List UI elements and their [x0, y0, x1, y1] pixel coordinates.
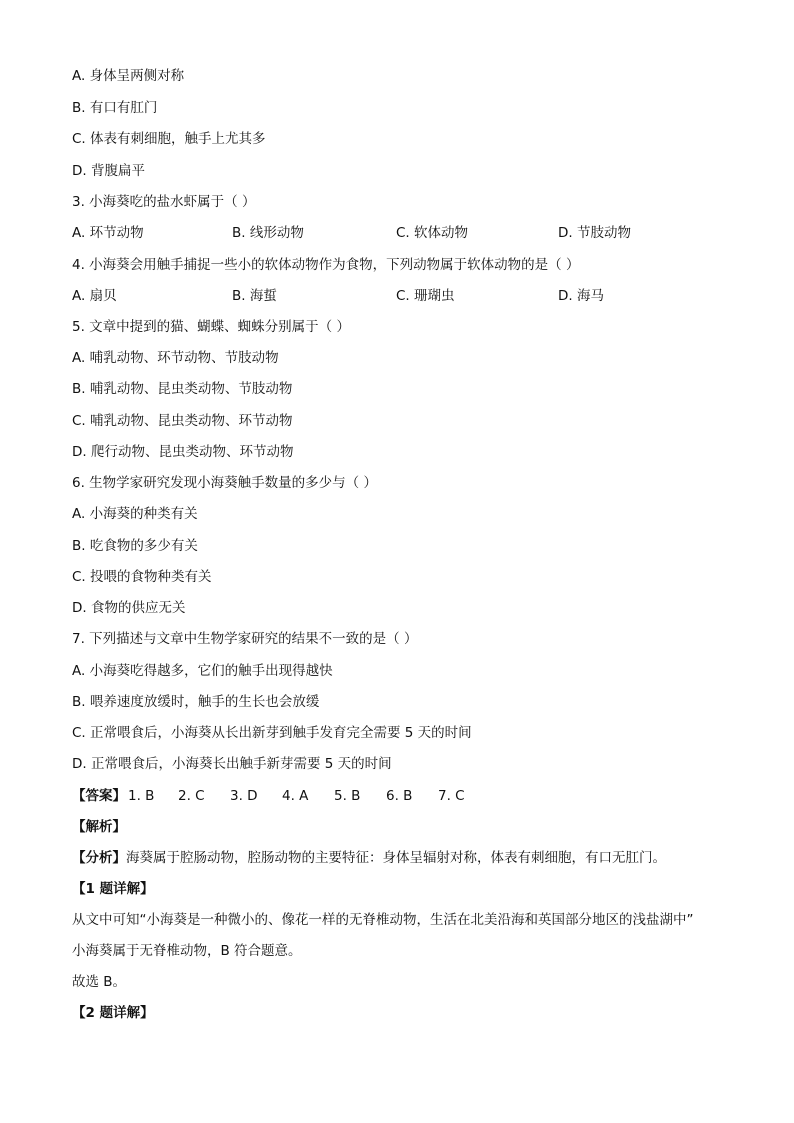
q3-stem: 3. 小海葵吃的盐水虾属于（ ） — [72, 194, 256, 210]
answer-item: 7. C — [438, 788, 465, 804]
q7-option-b: B. 喂养速度放缓时，触手的生长也会放缓 — [72, 694, 320, 710]
q7-stem: 7. 下列描述与文章中生物学家研究的结果不一致的是（ ） — [72, 631, 418, 647]
answer-item: 2. C — [178, 788, 205, 804]
q5-option-c: C. 哺乳动物、昆虫类动物、环节动物 — [72, 413, 293, 429]
q5-option-a: A. 哺乳动物、环节动物、节肢动物 — [72, 350, 279, 366]
q5-stem: 5. 文章中提到的猫、蝴蝶、蜘蛛分别属于（ ） — [72, 319, 350, 335]
answer-label: 【答案】 — [72, 788, 126, 804]
detail-2-title: 【2 题详解】 — [72, 1005, 154, 1021]
q7-option-d: D. 正常喂食后，小海葵长出触手新芽需要 5 天的时间 — [72, 756, 392, 772]
q6-option-a: A. 小海葵的种类有关 — [72, 506, 198, 522]
fenxi-text: 海葵属于腔肠动物，腔肠动物的主要特征：身体呈辐射对称，体表有刺细胞，有口无肛门。 — [126, 850, 666, 866]
q5-option-b: B. 哺乳动物、昆虫类动物、节肢动物 — [72, 381, 293, 397]
q6-option-c: C. 投喂的食物种类有关 — [72, 569, 212, 585]
q6-stem: 6. 生物学家研究发现小海葵触手数量的多少与（ ） — [72, 475, 377, 491]
q2-option-b: B. 有口有肛门 — [72, 100, 158, 116]
q3-option-a: A. 环节动物 — [72, 225, 144, 241]
detail-1-line-3: 故选 B。 — [72, 974, 127, 990]
q5-option-d: D. 爬行动物、昆虫类动物、环节动物 — [72, 444, 294, 460]
answer-item: 1. B — [128, 788, 155, 804]
q7-option-a: A. 小海葵吃得越多，它们的触手出现得越快 — [72, 663, 333, 679]
answer-item: 6. B — [386, 788, 413, 804]
q2-option-c: C. 体表有刺细胞，触手上尤其多 — [72, 131, 266, 147]
analysis-title: 【解析】 — [72, 819, 126, 835]
q7-option-c: C. 正常喂食后，小海葵从长出新芽到触手发育完全需要 5 天的时间 — [72, 725, 472, 741]
detail-1-line-2: 小海葵属于无脊椎动物，B 符合题意。 — [72, 943, 302, 959]
q2-option-a: A. 身体呈两侧对称 — [72, 68, 185, 84]
q6-option-d: D. 食物的供应无关 — [72, 600, 186, 616]
analysis-fenxi — [72, 849, 666, 867]
q4-option-b: B. 海蜇 — [232, 288, 277, 304]
q6-option-b: B. 吃食物的多少有关 — [72, 538, 198, 554]
answer-item: 4. A — [282, 788, 309, 804]
q4-option-d: D. 海马 — [558, 288, 604, 304]
detail-1-title: 【1 题详解】 — [72, 881, 154, 897]
q3-option-b: B. 线形动物 — [232, 225, 304, 241]
q3-option-d: D. 节肢动物 — [558, 225, 631, 241]
q4-option-c: C. 珊瑚虫 — [396, 288, 455, 304]
fenxi-label: 【分析】 — [72, 850, 126, 866]
q4-stem: 4. 小海葵会用触手捕捉一些小的软体动物作为食物，下列动物属于软体动物的是（ ） — [72, 257, 580, 273]
q3-option-c: C. 软体动物 — [396, 225, 469, 241]
answer-item: 5. B — [334, 788, 361, 804]
q4-option-a: A. 扇贝 — [72, 288, 117, 304]
answer-item: 3. D — [230, 788, 258, 804]
q2-option-d: D. 背腹扁平 — [72, 163, 145, 179]
detail-1-line-1: 从文中可知“小海葵是一种微小的、像花一样的无脊椎动物，生活在北美沿海和英国部分地区的浅盐湖中” — [72, 912, 694, 928]
